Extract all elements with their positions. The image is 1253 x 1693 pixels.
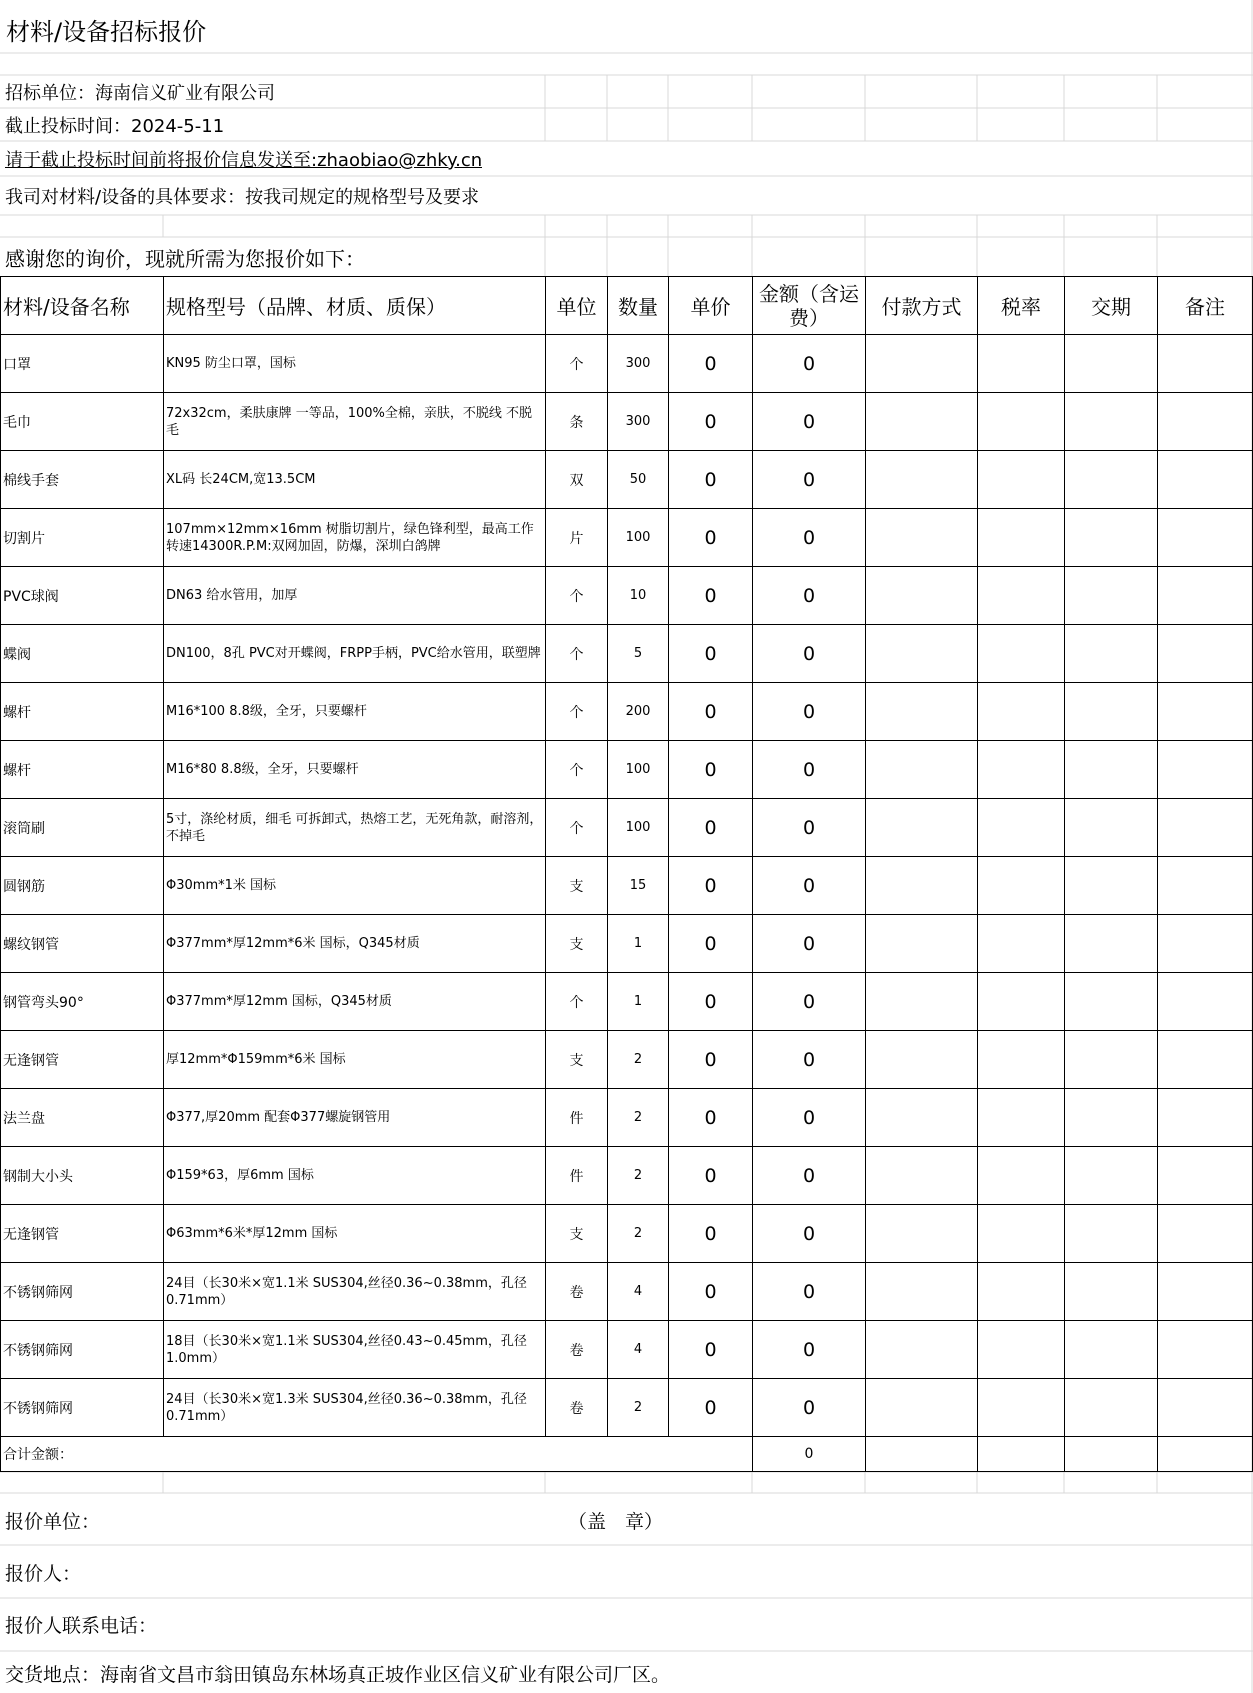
item-unit[interactable]: 支: [546, 915, 608, 973]
item-payment[interactable]: [866, 915, 978, 973]
item-spec[interactable]: M16*80 8.8级，全牙，只要螺杆: [164, 741, 546, 799]
item-qty[interactable]: 2: [608, 1031, 669, 1089]
item-tax[interactable]: [978, 567, 1065, 625]
item-tax[interactable]: [978, 509, 1065, 567]
item-tax[interactable]: [978, 393, 1065, 451]
item-amount[interactable]: 0: [753, 683, 866, 741]
item-unit[interactable]: 件: [546, 1089, 608, 1147]
item-notes[interactable]: [1158, 799, 1253, 857]
item-name[interactable]: 毛巾: [1, 393, 164, 451]
item-unit[interactable]: 卷: [546, 1321, 608, 1379]
col-header-spec: 规格型号（品牌、材质、质保）: [164, 277, 546, 335]
item-amount[interactable]: 0: [753, 1205, 866, 1263]
item-unit[interactable]: 卷: [546, 1379, 608, 1437]
item-notes[interactable]: [1158, 1321, 1253, 1379]
item-tax[interactable]: [978, 1089, 1065, 1147]
item-payment[interactable]: [866, 1147, 978, 1205]
table-row: [1, 1379, 1253, 1437]
item-notes[interactable]: [1158, 1031, 1253, 1089]
item-unit[interactable]: 支: [546, 1031, 608, 1089]
item-payment[interactable]: [866, 393, 978, 451]
item-delivery-time[interactable]: [1065, 915, 1158, 973]
item-qty[interactable]: 100: [608, 799, 669, 857]
item-spec[interactable]: Φ30mm*1米 国标: [164, 857, 546, 915]
item-qty[interactable]: 300: [608, 335, 669, 393]
item-unit-price[interactable]: 0: [669, 683, 753, 741]
item-unit-price[interactable]: 0: [669, 451, 753, 509]
item-qty[interactable]: 4: [608, 1263, 669, 1321]
item-notes[interactable]: [1158, 915, 1253, 973]
item-tax[interactable]: [978, 973, 1065, 1031]
total-amount[interactable]: 0: [753, 1437, 866, 1472]
item-notes[interactable]: [1158, 625, 1253, 683]
item-unit-price[interactable]: 0: [669, 915, 753, 973]
item-spec[interactable]: M16*100 8.8级，全牙，只要螺杆: [164, 683, 546, 741]
item-delivery-time[interactable]: [1065, 1147, 1158, 1205]
item-notes[interactable]: [1158, 451, 1253, 509]
item-name[interactable]: 螺杆: [1, 683, 164, 741]
item-unit[interactable]: 件: [546, 1147, 608, 1205]
item-amount[interactable]: 0: [753, 799, 866, 857]
col-header-amount: 金额（含运费）: [753, 277, 866, 335]
item-name[interactable]: 法兰盘: [1, 1089, 164, 1147]
item-amount[interactable]: 0: [753, 1089, 866, 1147]
item-qty[interactable]: 50: [608, 451, 669, 509]
item-amount[interactable]: 0: [753, 335, 866, 393]
item-spec[interactable]: 24目（长30米×宽1.3米 SUS304,丝径0.36~0.38mm，孔径0.71mm）: [164, 1379, 546, 1437]
item-name[interactable]: PVC球阀: [1, 567, 164, 625]
item-amount[interactable]: 0: [753, 625, 866, 683]
item-notes[interactable]: [1158, 857, 1253, 915]
item-spec[interactable]: 72x32cm，柔肤康牌 一等品，100%全棉，亲肤，不脱线 不脱毛: [164, 393, 546, 451]
item-qty[interactable]: 15: [608, 857, 669, 915]
item-spec[interactable]: 18目（长30米×宽1.1米 SUS304,丝径0.43~0.45mm，孔径1.0mm）: [164, 1321, 546, 1379]
quote-unit-label: 报价单位：: [5, 1510, 101, 1533]
item-spec[interactable]: Φ377,厚20mm 配套Φ377螺旋钢管用: [164, 1089, 546, 1147]
item-tax[interactable]: [978, 1321, 1065, 1379]
item-delivery-time[interactable]: [1065, 451, 1158, 509]
col-header-payment: 付款方式: [866, 277, 978, 335]
item-notes[interactable]: [1158, 1263, 1253, 1321]
item-notes[interactable]: [1158, 567, 1253, 625]
item-amount[interactable]: 0: [753, 857, 866, 915]
item-spec[interactable]: Φ159*63，厚6mm 国标: [164, 1147, 546, 1205]
col-header-name: 材料/设备名称: [1, 277, 164, 335]
item-unit[interactable]: 个: [546, 683, 608, 741]
item-payment[interactable]: [866, 1263, 978, 1321]
item-amount[interactable]: 0: [753, 741, 866, 799]
item-amount[interactable]: 0: [753, 1321, 866, 1379]
item-payment[interactable]: [866, 625, 978, 683]
item-delivery-time[interactable]: [1065, 799, 1158, 857]
requirement-line: 我司对材料/设备的具体要求：按我司规定的规格型号及要求: [5, 187, 480, 208]
item-delivery-time[interactable]: [1065, 973, 1158, 1031]
col-header-unit: 单位: [546, 277, 608, 335]
item-delivery-time[interactable]: [1065, 1205, 1158, 1263]
item-tax[interactable]: [978, 1263, 1065, 1321]
total-notes[interactable]: [1158, 1437, 1253, 1472]
quoter-phone-label: 报价人联系电话：: [5, 1614, 158, 1637]
item-qty[interactable]: 1: [608, 973, 669, 1031]
item-unit[interactable]: 卷: [546, 1263, 608, 1321]
item-name[interactable]: 螺杆: [1, 741, 164, 799]
item-name[interactable]: 无逢钢管: [1, 1205, 164, 1263]
item-qty[interactable]: 1: [608, 915, 669, 973]
item-unit-price[interactable]: 0: [669, 625, 753, 683]
table-row: [1, 1321, 1253, 1379]
table-row: [1, 335, 1253, 393]
item-notes[interactable]: [1158, 1089, 1253, 1147]
item-notes[interactable]: [1158, 683, 1253, 741]
item-delivery-time[interactable]: [1065, 1031, 1158, 1089]
item-qty[interactable]: 300: [608, 393, 669, 451]
item-name[interactable]: 无逢钢管: [1, 1031, 164, 1089]
table-row: [1, 915, 1253, 973]
item-delivery-time[interactable]: [1065, 567, 1158, 625]
item-tax[interactable]: [978, 335, 1065, 393]
item-amount[interactable]: 0: [753, 1147, 866, 1205]
item-payment[interactable]: [866, 335, 978, 393]
deadline-line: 截止投标时间：2024-5-11: [5, 116, 225, 137]
total-payment[interactable]: [866, 1437, 978, 1472]
item-amount[interactable]: 0: [753, 915, 866, 973]
item-unit[interactable]: 条: [546, 393, 608, 451]
table-row: [1, 1147, 1253, 1205]
col-header-price: 单价: [669, 277, 753, 335]
seal-label: （盖 章）: [568, 1510, 664, 1533]
item-tax[interactable]: [978, 1205, 1065, 1263]
col-header-qty: 数量: [608, 277, 669, 335]
item-name[interactable]: 钢管弯头90°: [1, 973, 164, 1031]
item-payment[interactable]: [866, 1379, 978, 1437]
item-tax[interactable]: [978, 915, 1065, 973]
table-row: [1, 1263, 1253, 1321]
item-unit[interactable]: 个: [546, 567, 608, 625]
item-qty[interactable]: 10: [608, 567, 669, 625]
col-header-notes: 备注: [1158, 277, 1253, 335]
item-name[interactable]: 切割片: [1, 509, 164, 567]
quoter-label: 报价人：: [5, 1562, 82, 1585]
item-payment[interactable]: [866, 741, 978, 799]
item-delivery-time[interactable]: [1065, 1263, 1158, 1321]
item-name[interactable]: 滚筒刷: [1, 799, 164, 857]
item-unit-price[interactable]: 0: [669, 335, 753, 393]
item-qty[interactable]: 4: [608, 1321, 669, 1379]
item-delivery-time[interactable]: [1065, 393, 1158, 451]
item-notes[interactable]: [1158, 335, 1253, 393]
item-qty[interactable]: 2: [608, 1089, 669, 1147]
item-delivery-time[interactable]: [1065, 857, 1158, 915]
item-unit-price[interactable]: 0: [669, 1147, 753, 1205]
item-qty[interactable]: 100: [608, 741, 669, 799]
table-row: [1, 973, 1253, 1031]
item-payment[interactable]: [866, 509, 978, 567]
thanks-line: 感谢您的询价，现就所需为您报价如下：: [5, 247, 365, 271]
item-unit-price[interactable]: 0: [669, 1031, 753, 1089]
item-spec[interactable]: 24目（长30米×宽1.1米 SUS304,丝径0.36~0.38mm，孔径0.71mm）: [164, 1263, 546, 1321]
item-amount[interactable]: 0: [753, 1031, 866, 1089]
item-amount[interactable]: 0: [753, 567, 866, 625]
item-spec[interactable]: Φ377mm*厚12mm 国标，Q345材质: [164, 973, 546, 1031]
item-amount[interactable]: 0: [753, 973, 866, 1031]
page-title: 材料/设备招标报价: [6, 17, 207, 46]
item-payment[interactable]: [866, 799, 978, 857]
table-header-row: [1, 277, 1253, 335]
item-unit[interactable]: 个: [546, 973, 608, 1031]
table-row: [1, 741, 1253, 799]
item-unit-price[interactable]: 0: [669, 973, 753, 1031]
item-unit-price[interactable]: 0: [669, 1263, 753, 1321]
item-delivery-time[interactable]: [1065, 741, 1158, 799]
item-spec[interactable]: Φ63mm*6米*厚12mm 国标: [164, 1205, 546, 1263]
total-label: 合计金额：: [1, 1437, 753, 1472]
item-name[interactable]: 口罩: [1, 335, 164, 393]
item-tax[interactable]: [978, 1379, 1065, 1437]
submit-email-link[interactable]: 请于截止投标时间前将报价信息发送至:zhaobiao@zhky.cn: [5, 150, 483, 171]
table-row: [1, 625, 1253, 683]
item-name[interactable]: 不锈钢筛网: [1, 1321, 164, 1379]
item-delivery-time[interactable]: [1065, 1379, 1158, 1437]
item-notes[interactable]: [1158, 1147, 1253, 1205]
item-tax[interactable]: [978, 1147, 1065, 1205]
table-row: [1, 1031, 1253, 1089]
col-header-tax: 税率: [978, 277, 1065, 335]
item-tax[interactable]: [978, 799, 1065, 857]
item-payment[interactable]: [866, 683, 978, 741]
total-tax[interactable]: [978, 1437, 1065, 1472]
item-payment[interactable]: [866, 857, 978, 915]
item-payment[interactable]: [866, 567, 978, 625]
item-unit-price[interactable]: 0: [669, 741, 753, 799]
item-unit[interactable]: 双: [546, 451, 608, 509]
item-unit[interactable]: 片: [546, 509, 608, 567]
item-payment[interactable]: [866, 1321, 978, 1379]
item-spec[interactable]: DN100，8孔 PVC对开蝶阀，FRPP手柄，PVC给水管用，联塑牌: [164, 625, 546, 683]
item-amount[interactable]: 0: [753, 393, 866, 451]
table-row: [1, 799, 1253, 857]
item-payment[interactable]: [866, 451, 978, 509]
item-spec[interactable]: XL码 长24CM,宽13.5CM: [164, 451, 546, 509]
bidder-line: 招标单位：海南信义矿业有限公司: [5, 83, 275, 104]
item-amount[interactable]: 0: [753, 1379, 866, 1437]
item-unit[interactable]: 支: [546, 1205, 608, 1263]
item-amount[interactable]: 0: [753, 1263, 866, 1321]
item-delivery-time[interactable]: [1065, 683, 1158, 741]
item-name[interactable]: 钢制大小头: [1, 1147, 164, 1205]
item-spec[interactable]: 5寸，涤纶材质，细毛 可拆卸式，热熔工艺，无死角款，耐溶剂，不掉毛: [164, 799, 546, 857]
item-tax[interactable]: [978, 625, 1065, 683]
table-row: [1, 567, 1253, 625]
item-unit[interactable]: 个: [546, 625, 608, 683]
item-name[interactable]: 圆钢筋: [1, 857, 164, 915]
item-unit[interactable]: 支: [546, 857, 608, 915]
item-notes[interactable]: [1158, 1205, 1253, 1263]
item-spec[interactable]: DN63 给水管用，加厚: [164, 567, 546, 625]
item-notes[interactable]: [1158, 973, 1253, 1031]
item-name[interactable]: 棉线手套: [1, 451, 164, 509]
total-delivery-time[interactable]: [1065, 1437, 1158, 1472]
item-unit-price[interactable]: 0: [669, 1321, 753, 1379]
item-delivery-time[interactable]: [1065, 335, 1158, 393]
item-delivery-time[interactable]: [1065, 1089, 1158, 1147]
item-payment[interactable]: [866, 1089, 978, 1147]
item-unit[interactable]: 个: [546, 799, 608, 857]
item-unit-price[interactable]: 0: [669, 509, 753, 567]
item-unit-price[interactable]: 0: [669, 1379, 753, 1437]
item-tax[interactable]: [978, 741, 1065, 799]
item-unit[interactable]: 个: [546, 335, 608, 393]
item-qty[interactable]: 5: [608, 625, 669, 683]
item-notes[interactable]: [1158, 509, 1253, 567]
item-qty[interactable]: 2: [608, 1147, 669, 1205]
col-header-delivery-time: 交期: [1065, 277, 1158, 335]
table-row: [1, 451, 1253, 509]
item-unit-price[interactable]: 0: [669, 799, 753, 857]
total-row: [1, 1437, 1253, 1472]
item-tax[interactable]: [978, 683, 1065, 741]
item-delivery-time[interactable]: [1065, 1321, 1158, 1379]
item-payment[interactable]: [866, 973, 978, 1031]
item-amount[interactable]: 0: [753, 451, 866, 509]
item-delivery-time[interactable]: [1065, 509, 1158, 567]
table-row: [1, 1205, 1253, 1263]
item-unit-price[interactable]: 0: [669, 567, 753, 625]
table-row: [1, 683, 1253, 741]
item-tax[interactable]: [978, 857, 1065, 915]
item-tax[interactable]: [978, 451, 1065, 509]
item-notes[interactable]: [1158, 741, 1253, 799]
table-row: [1, 857, 1253, 915]
item-spec[interactable]: Φ377mm*厚12mm*6米 国标，Q345材质: [164, 915, 546, 973]
item-name[interactable]: 不锈钢筛网: [1, 1379, 164, 1437]
table-row: [1, 509, 1253, 567]
item-name[interactable]: 螺纹钢管: [1, 915, 164, 973]
item-unit-price[interactable]: 0: [669, 857, 753, 915]
quote-table: [0, 276, 1253, 1472]
item-qty[interactable]: 100: [608, 509, 669, 567]
item-notes[interactable]: [1158, 393, 1253, 451]
item-unit-price[interactable]: 0: [669, 393, 753, 451]
item-spec[interactable]: KN95 防尘口罩，国标: [164, 335, 546, 393]
item-notes[interactable]: [1158, 1379, 1253, 1437]
item-qty[interactable]: 2: [608, 1205, 669, 1263]
item-unit-price[interactable]: 0: [669, 1205, 753, 1263]
item-amount[interactable]: 0: [753, 509, 866, 567]
item-delivery-time[interactable]: [1065, 625, 1158, 683]
item-name[interactable]: 不锈钢筛网: [1, 1263, 164, 1321]
table-row: [1, 1089, 1253, 1147]
item-spec[interactable]: 107mm×12mm×16mm 树脂切割片，绿色锋利型，最高工作转速14300R.P.M:双网加固，防爆，深圳白鸽牌: [164, 509, 546, 567]
item-payment[interactable]: [866, 1205, 978, 1263]
item-qty[interactable]: 200: [608, 683, 669, 741]
item-name[interactable]: 蝶阀: [1, 625, 164, 683]
item-tax[interactable]: [978, 1031, 1065, 1089]
item-spec[interactable]: 厚12mm*Φ159mm*6米 国标: [164, 1031, 546, 1089]
table-row: [1, 393, 1253, 451]
item-unit[interactable]: 个: [546, 741, 608, 799]
item-unit-price[interactable]: 0: [669, 1089, 753, 1147]
item-payment[interactable]: [866, 1031, 978, 1089]
item-qty[interactable]: 2: [608, 1379, 669, 1437]
delivery-location: 交货地点：海南省文昌市翁田镇岛东林场真正坡作业区信义矿业有限公司厂区。: [5, 1663, 671, 1686]
